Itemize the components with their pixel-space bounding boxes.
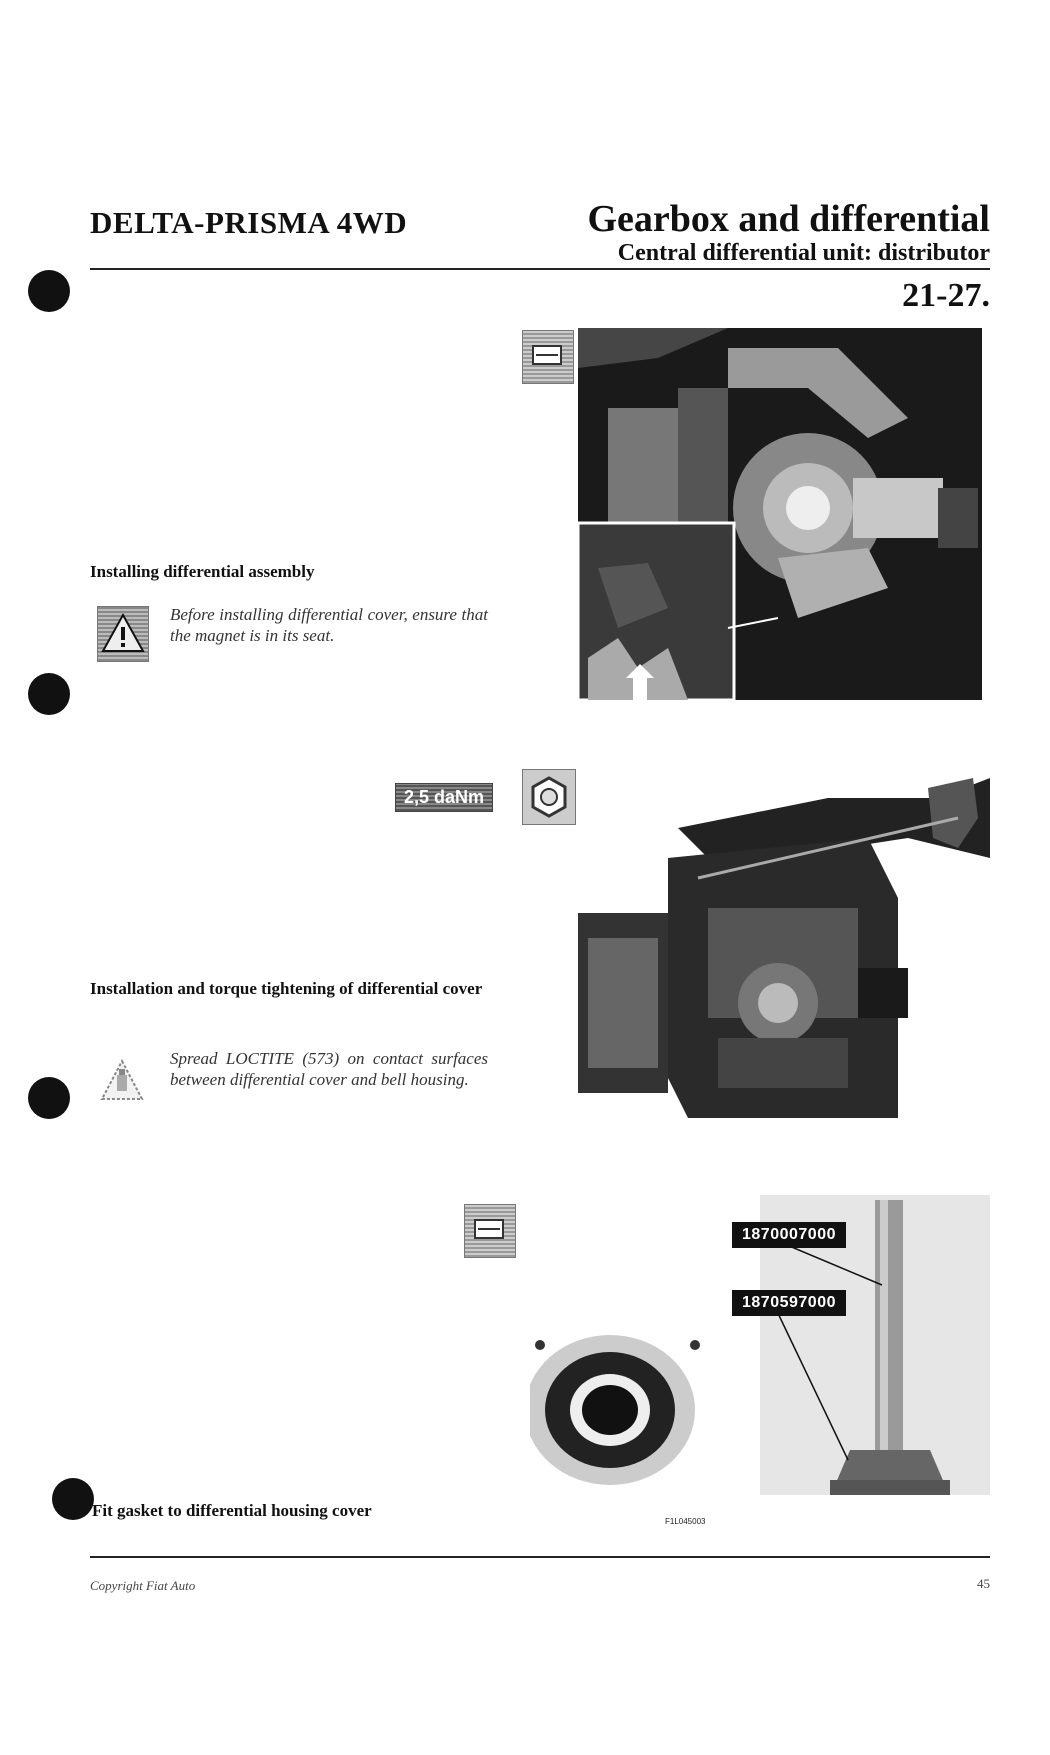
- model-name: DELTA-PRISMA 4WD: [90, 205, 408, 240]
- note-loctite: Spread LOCTITE (573) on contact surfaces between differential cover and bell housing.: [170, 1049, 488, 1089]
- page-code: 21-27.: [902, 277, 990, 314]
- warning-triangle-icon: [97, 606, 149, 662]
- tool-icon: [464, 1204, 516, 1258]
- part-number-label-2: 1870597000: [732, 1290, 846, 1316]
- figure-code: F1L045003: [665, 1517, 706, 1526]
- section-heading-installing-differential: Installing differential assembly: [90, 562, 315, 581]
- part-number-label-1: 1870007000: [732, 1222, 846, 1248]
- binder-hole-lower-mid: [28, 1077, 70, 1119]
- binder-hole-top: [28, 270, 70, 312]
- note-magnet-seat: Before installing differential cover, ensure that the magnet is in its seat.: [170, 605, 488, 645]
- section-heading-installation-torque: Installation and torque tightening of differential cover: [90, 979, 483, 998]
- torque-value-badge: 2,5 daNm: [395, 783, 493, 812]
- page-subtitle: Central differential unit: distributor: [617, 240, 990, 266]
- page-number: 45: [977, 1576, 990, 1591]
- sealant-icon: [97, 1055, 147, 1109]
- differential-assembly-photo: [578, 328, 982, 700]
- hex-nut-icon: [522, 769, 576, 825]
- binder-hole-upper-mid: [28, 673, 70, 715]
- footer-rule: [90, 1556, 990, 1558]
- page-title: Gearbox and differential: [587, 198, 990, 240]
- header-rule: [90, 268, 990, 270]
- tool-icon: [522, 330, 574, 384]
- differential-cover-photo: [578, 778, 990, 1136]
- binder-hole-bottom: [52, 1478, 94, 1520]
- section-heading-fit-gasket: Fit gasket to differential housing cover: [92, 1501, 372, 1520]
- copyright-text: Copyright Fiat Auto: [90, 1578, 196, 1593]
